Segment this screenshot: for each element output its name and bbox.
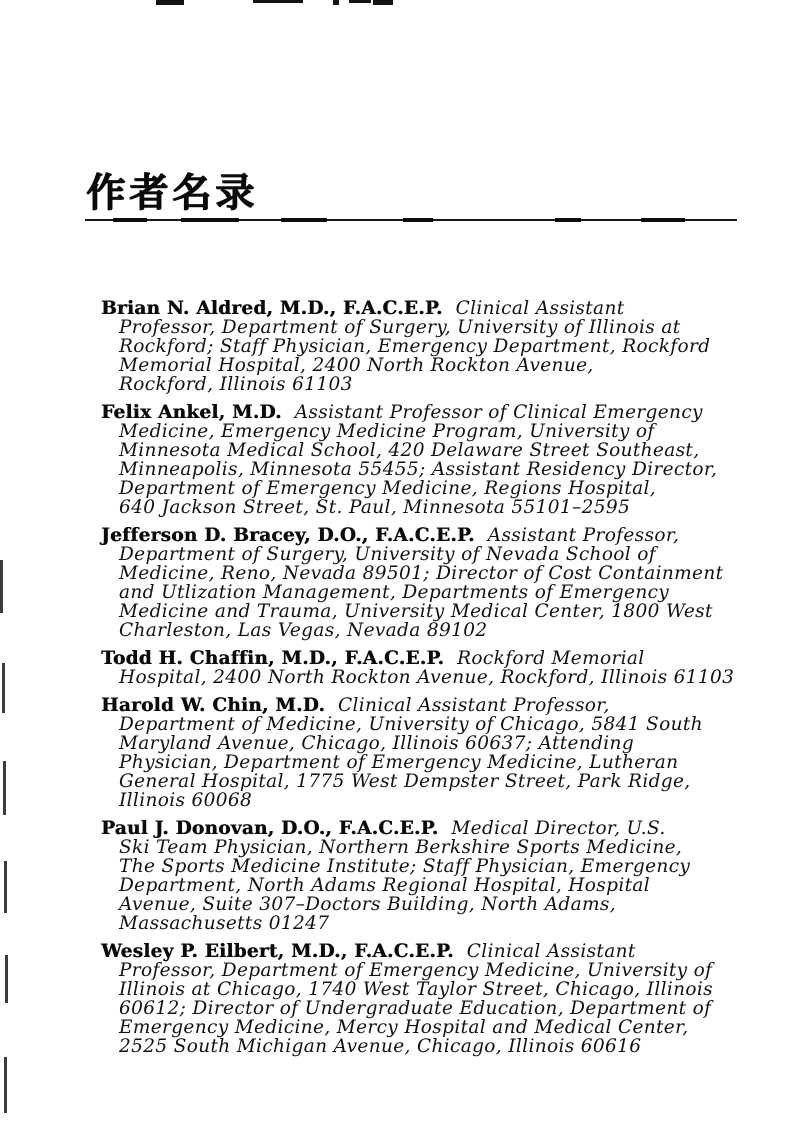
- scan-artifact-top: [253, 0, 303, 3]
- author-entry-line: Professor, Department of Emergency Medicine, University of: [119, 960, 713, 981]
- author-entry-first-line: [101, 299, 769, 318]
- author-entry-line: 640 Jackson Street, St. Paul, Minnesota 55101–2595: [119, 497, 631, 518]
- author-entry-first-line: [101, 942, 769, 961]
- author-entry-line: Department, North Adams Regional Hospital, Hospital: [119, 875, 651, 896]
- author-entry-line: Memorial Hospital, 2400 North Rockton Avenue,: [119, 355, 594, 376]
- scan-artifact-left: [2, 663, 5, 713]
- author-entry-line: Rockford, Illinois 61103: [119, 374, 353, 395]
- author-entry-first-line: [101, 403, 769, 422]
- author-entry: [101, 819, 769, 933]
- author-affiliation-start: Clinical Assistant: [455, 298, 625, 319]
- scan-artifact-top: [373, 0, 393, 5]
- author-list: [101, 299, 769, 1065]
- author-affiliation-start: Clinical Assistant: [466, 941, 636, 962]
- author-entry-line: 2525 South Michigan Avenue, Chicago, Illinois 60616: [119, 1036, 642, 1057]
- scan-artifact-left: [5, 955, 8, 1003]
- author-entry-line: and Utlization Management, Departments of Emergency: [119, 582, 670, 603]
- author-entry-line: Avenue, Suite 307–Doctors Building, North Adams,: [119, 894, 616, 915]
- author-entry-line: Medicine, Emergency Medicine Program, University of: [119, 421, 655, 442]
- author-entry-line: Medicine, Reno, Nevada 89501; Director of Cost Containment: [119, 563, 724, 584]
- author-name: Harold W. Chin, M.D.: [101, 695, 326, 716]
- author-entry-line: Minneapolis, Minnesota 55455; Assistant Residency Director,: [119, 459, 718, 480]
- author-entry-line: The Sports Medicine Institute; Staff Physician, Emergency: [119, 856, 691, 877]
- scan-artifact-left: [0, 560, 3, 613]
- author-entry-line: Professor, Department of Surgery, University of Illinois at: [119, 317, 681, 338]
- author-affiliation-start: Medical Director, U.S.: [451, 818, 666, 839]
- author-entry: [101, 526, 769, 640]
- author-entry-line: Emergency Medicine, Mercy Hospital and Medical Center,: [119, 1017, 689, 1038]
- author-entry: [101, 299, 769, 394]
- author-affiliation-start: Assistant Professor of Clinical Emergency: [294, 402, 703, 423]
- author-entry-line: General Hospital, 1775 West Dempster Street, Park Ridge,: [119, 771, 691, 792]
- author-entry-line: Illinois 60068: [119, 790, 253, 811]
- author-entry-line: Rockford; Staff Physician, Emergency Department, Rockford: [119, 336, 711, 357]
- author-entry-line: Medicine and Trauma, University Medical Center, 1800 West: [119, 601, 713, 622]
- author-name: Brian N. Aldred, M.D., F.A.C.E.P.: [101, 298, 443, 319]
- scan-artifact-top: [156, 0, 184, 5]
- author-name: Paul J. Donovan, D.O., F.A.C.E.P.: [101, 818, 439, 839]
- author-name: Todd H. Chaffin, M.D., F.A.C.E.P.: [101, 648, 445, 669]
- author-affiliation-start: Assistant Professor,: [487, 525, 680, 546]
- author-affiliation-start: Clinical Assistant Professor,: [338, 695, 610, 716]
- author-entry-line: 60612; Director of Undergraduate Education, Department of: [119, 998, 712, 1019]
- author-entry-first-line: [101, 696, 769, 715]
- author-entry-line: Hospital, 2400 North Rockton Avenue, Rockford, Illinois 61103: [119, 667, 735, 688]
- author-entry-line: Maryland Avenue, Chicago, Illinois 60637; Attending: [119, 733, 635, 754]
- author-entry-line: Physician, Department of Emergency Medicine, Lutheran: [119, 752, 679, 773]
- author-entry-line: Ski Team Physician, Northern Berkshire Sports Medicine,: [119, 837, 683, 858]
- author-entry-line: Department of Medicine, University of Chicago, 5841 South: [119, 714, 703, 735]
- author-affiliation-start: Rockford Memorial: [457, 648, 645, 669]
- author-entry-line: Massachusetts 01247: [119, 913, 330, 934]
- author-name: Wesley P. Eilbert, M.D., F.A.C.E.P.: [101, 941, 454, 962]
- scan-artifact-left: [3, 761, 6, 815]
- author-entry-line: Illinois at Chicago, 1740 West Taylor Street, Chicago, Illinois: [119, 979, 713, 1000]
- author-entry-line: Department of Emergency Medicine, Regions Hospital,: [119, 478, 657, 499]
- author-entry: [101, 942, 769, 1056]
- author-entry-line: Department of Surgery, University of Nevada School of: [119, 544, 656, 565]
- author-entry: [101, 403, 769, 517]
- author-entry: [101, 649, 769, 687]
- title-underline: [85, 219, 737, 221]
- scan-artifact-top: [349, 0, 371, 3]
- author-entry-first-line: [101, 526, 769, 545]
- scan-artifact-top: [333, 0, 339, 5]
- author-name: Felix Ankel, M.D.: [101, 402, 282, 423]
- author-entry-first-line: [101, 819, 769, 838]
- page-title: 作者名录: [86, 171, 259, 216]
- author-entry-first-line: [101, 649, 769, 668]
- scan-artifact-left: [4, 1057, 7, 1113]
- author-entry: [101, 696, 769, 810]
- author-entry-line: Charleston, Las Vegas, Nevada 89102: [119, 620, 488, 641]
- author-entry-line: Minnesota Medical School, 420 Delaware Street Southeast,: [119, 440, 700, 461]
- author-name: Jefferson D. Bracey, D.O., F.A.C.E.P.: [101, 525, 475, 546]
- scan-artifact-left: [4, 861, 7, 913]
